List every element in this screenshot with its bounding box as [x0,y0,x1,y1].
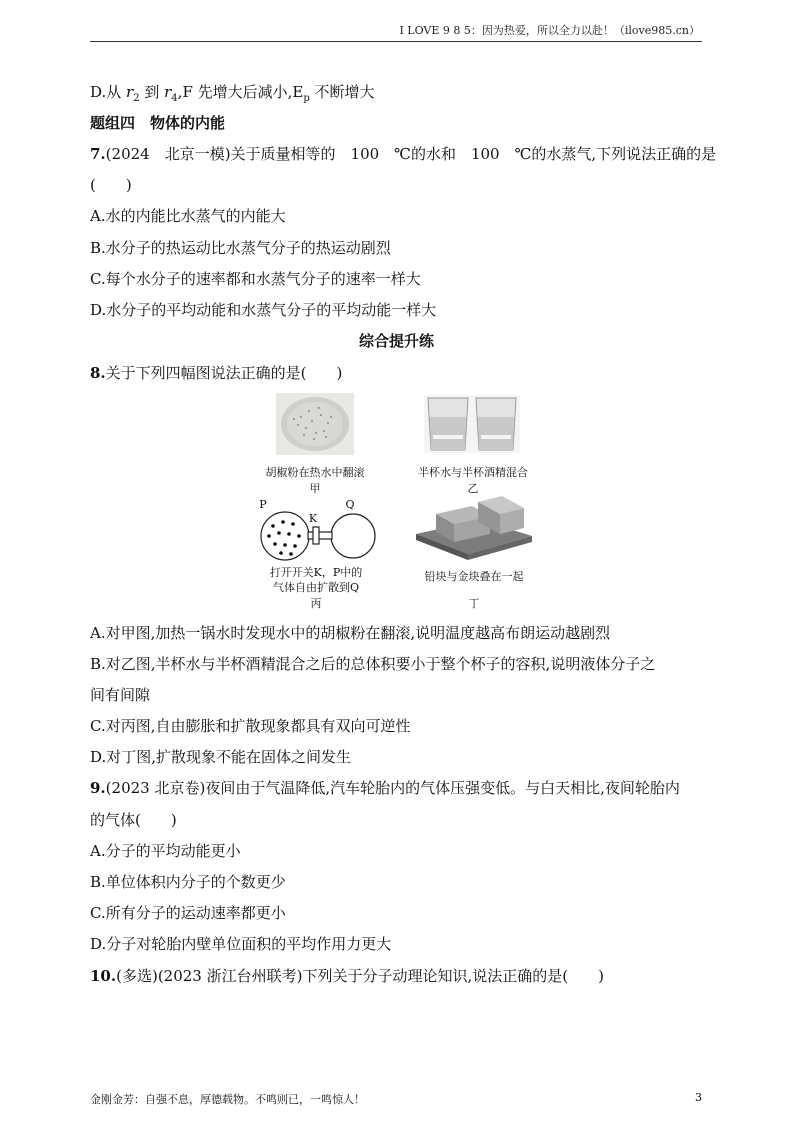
q8-option-d: D.对丁图,扩散现象不能在固体之间发生 [90,748,352,766]
label-p: P [259,498,267,511]
q9-option-a: A.分子的平均动能更小 [90,842,241,860]
label-q: Q [345,498,355,511]
q8-option-a: A.对甲图,加热一锅水时发现水中的胡椒粉在翻滚,说明温度越高布朗运动越剧烈 [90,624,611,642]
q7-stem: 7.(2024 北京一模)关于质量相等的 100 ℃的水和 100 ℃的水蒸气,下列说法正确的是 [90,145,717,163]
page-header: I LOVE 9 8 5：因为热爱，所以全力以赴！（ilove985.cn） [399,24,700,37]
section-heading-4: 题组四 物体的内能 [90,114,226,132]
q7-blank: ( ) [90,176,132,194]
q7-option-b: B.水分子的热运动比水蒸气分子的热运动剧烈 [90,239,391,257]
q9-option-b: B.单位体积内分子的个数更少 [90,873,286,891]
q7-option-a: A.水的内能比水蒸气的内能大 [90,207,286,225]
q9-option-d: D.分子对轮胎内壁单位面积的平均作用力更大 [90,935,392,953]
q8-stem: 8.关于下列四幅图说法正确的是( ) [90,364,343,382]
figure-ding-caption: 铅块与金块叠在一起 [424,570,524,583]
figure-yi-label: 乙 [467,482,479,495]
figure-bing-caption-line2: 气体自由扩散到Q [272,581,360,594]
q9-stem-line2: 的气体( ) [90,811,177,829]
figure-ding-label: 丁 [468,597,480,610]
section-title: 综合提升练 [358,332,434,350]
q7-option-c: C.每个水分子的速率都和水蒸气分子的速率一样大 [90,270,421,288]
q8-option-c: C.对丙图,自由膨胀和扩散现象都具有双向可逆性 [90,717,411,735]
q6-option-d: D.从 $r_2$ 到 $r_4,F$ 先增大后减小$,E_p$ 不断增大 [90,83,375,104]
pepper-in-water-image [276,393,354,455]
label-k: K [308,512,318,525]
page-footer: 金刚金芳：自强不息，厚德载物。不鸣则已，一鸣惊人！ [90,1093,365,1106]
figure-jia-caption: 胡椒粉在热水中翻滚 [265,466,365,479]
figure-bing-label: 丙 [310,597,322,610]
water-alcohol-glasses-image [424,395,520,453]
q9-stem-line1: 9.(2023 北京卷)夜间由于气温降低,汽车轮胎内的气体压强变低。与白天相比,夜间轮胎内 [90,779,680,797]
header-divider [90,41,702,42]
q8-option-b-line1: B.对乙图,半杯水与半杯酒精混合之后的总体积要小于整个杯子的容积,说明液体分子之 [90,655,656,673]
figure-jia-label: 甲 [309,482,321,495]
page-number: 3 [695,1091,702,1104]
lead-gold-blocks-image [410,494,538,562]
q7-option-d: D.水分子的平均动能和水蒸气分子的平均动能一样大 [90,301,437,319]
q9-option-c: C.所有分子的运动速率都更小 [90,904,286,922]
figure-bing-caption-line1: 打开开关K，P中的 [269,566,363,579]
figure-yi-caption: 半杯水与半杯酒精混合 [418,466,528,479]
q10-stem: 10.(多选)(2023 浙江台州联考)下列关于分子动理论知识,说法正确的是( ) [90,967,604,985]
free-expansion-diagram [257,498,377,564]
q8-option-b-line2: 间有间隙 [90,686,151,704]
